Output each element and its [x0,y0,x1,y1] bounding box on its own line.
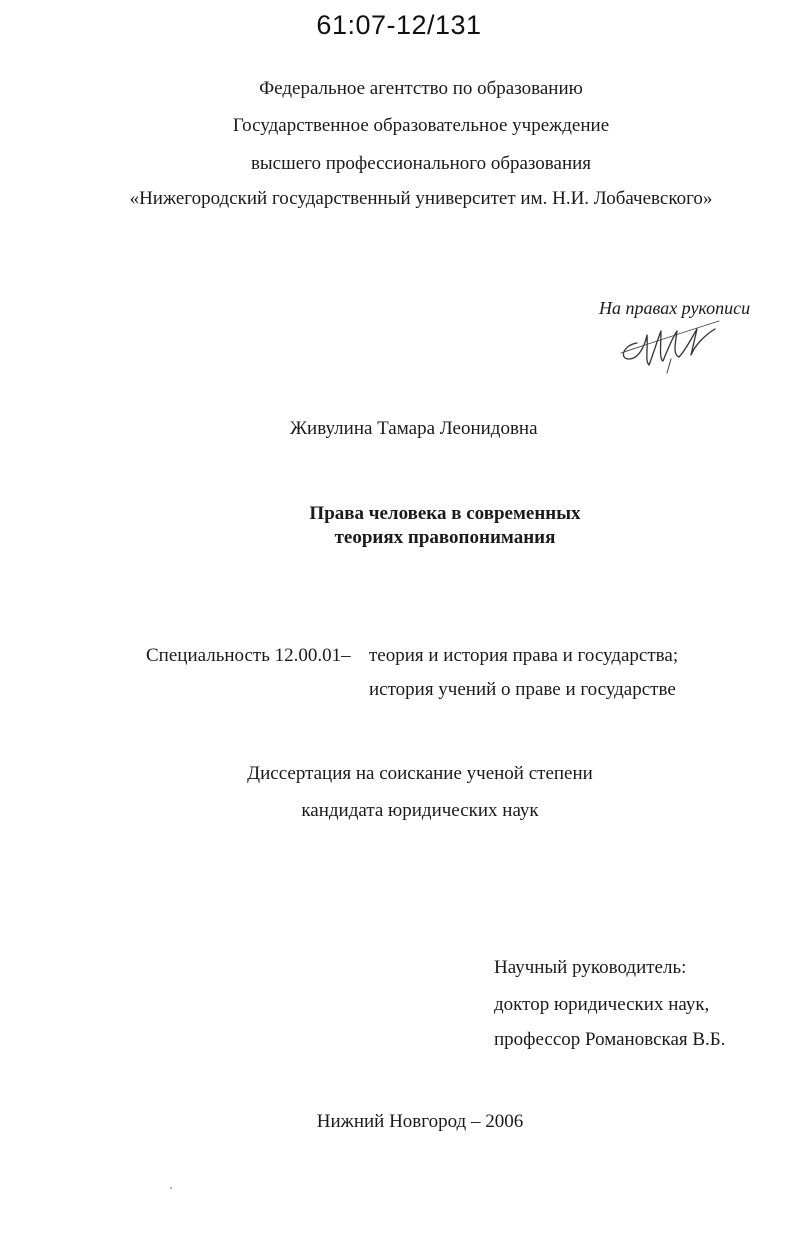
handwritten-signature [615,315,725,375]
city-year: Нижний Новгород – 2006 [316,1111,524,1132]
degree-line: кандидата юридических наук [301,800,539,821]
org-institution-type: Государственное образовательное учреждение [232,115,610,136]
scan-speck [170,1187,172,1189]
supervisor-degree: доктор юридических наук, [494,994,710,1015]
specialty-description: теория и история права и государства; [369,645,679,666]
supervisor-name: профессор Романовская В.Б. [494,1029,726,1050]
title-line: Права человека в современных [309,503,581,524]
org-university-name: «Нижегородский государственный университет им. Н.И. Лобачевского» [129,188,713,209]
author-name: Живулина Тамара Леонидовна [290,418,538,439]
dissertation-title [0,502,798,550]
specialty-label: Специальность 12.00.01– [146,645,351,666]
supervisor-heading: Научный руководитель: [494,957,687,978]
org-education-level: высшего профессионального образования [250,153,592,174]
title-line: теориях правопонимания [334,527,556,548]
archive-code: 61:07-12/131 [316,10,482,40]
manuscript-note: На правах рукописи [599,298,751,318]
org-agency: Федеральное агентство по образованию [259,78,583,99]
degree-line: Диссертация на соискание ученой степени [247,763,593,784]
specialty-description: история учений о праве и государстве [369,679,676,700]
